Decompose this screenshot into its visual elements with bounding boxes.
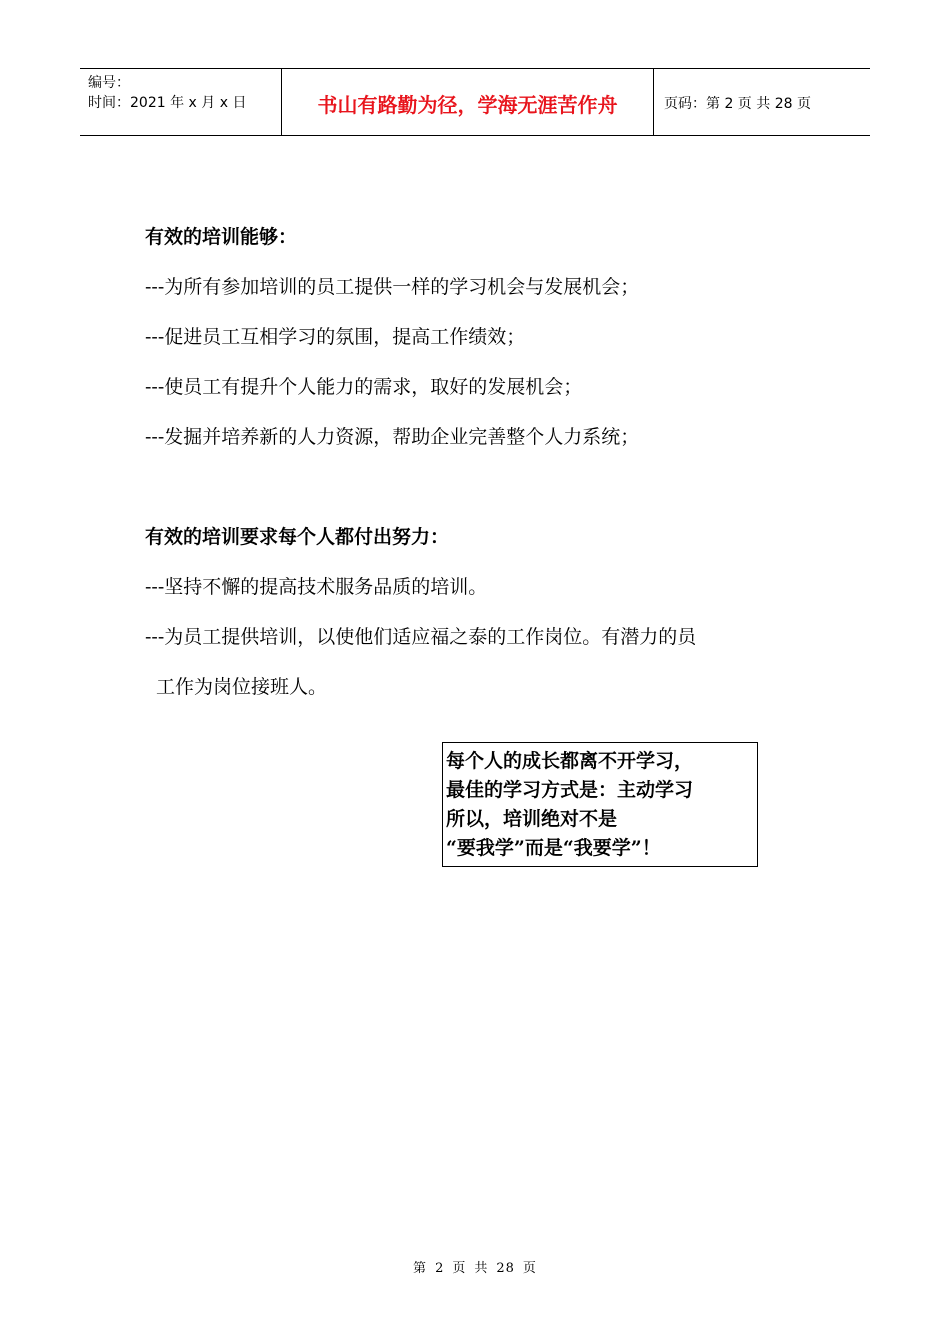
footer-di: 第 — [413, 1261, 428, 1276]
serial-number-label: 编号： — [88, 75, 130, 91]
header-page-number: 页码：第 2 页 共 28 页 — [664, 96, 811, 112]
footer-ye: 页 — [452, 1261, 467, 1276]
section1-item: ---促进员工互相学习的氛围，提高工作绩效； — [145, 326, 526, 348]
section2-item: ---坚持不懈的提高技术服务品质的培训。 — [145, 576, 488, 598]
section2-heading: 有效的培训要求每个人都付出努力： — [145, 526, 450, 548]
section2-item: ---为员工提供培训，以使他们适应福之泰的工作岗位。有潜力的员 — [145, 626, 697, 648]
footer-total-pages: 28 — [496, 1261, 515, 1276]
footer-page-number: 2 — [435, 1261, 445, 1276]
footer-gong: 共 — [474, 1261, 489, 1276]
callout-line: “要我学”而是“我要学”！ — [446, 837, 661, 859]
section2-item-continuation: 工作为岗位接班人。 — [156, 676, 328, 698]
section1-item: ---使员工有提升个人能力的需求，取好的发展机会； — [145, 376, 583, 398]
callout-box — [442, 742, 758, 867]
page-footer — [0, 1257, 950, 1276]
callout-line: 所以，培训绝对不是 — [446, 808, 618, 830]
section1-item: ---发掘并培养新的人力资源，帮助企业完善整个人力系统； — [145, 426, 640, 448]
header-motto: 书山有路勤为径，学海无涯苦作舟 — [281, 69, 654, 135]
section1-item: ---为所有参加培训的员工提供一样的学习机会与发展机会； — [145, 276, 640, 298]
callout-line: 每个人的成长都离不开学习， — [446, 750, 694, 772]
section1-heading: 有效的培训能够： — [145, 226, 298, 248]
header-meta — [80, 69, 281, 135]
footer-ye: 页 — [522, 1261, 537, 1276]
page-header — [80, 68, 870, 136]
date-label: 时间：2021 年 x 月 x 日 — [88, 95, 247, 111]
callout-line: 最佳的学习方式是：主动学习 — [446, 779, 694, 801]
